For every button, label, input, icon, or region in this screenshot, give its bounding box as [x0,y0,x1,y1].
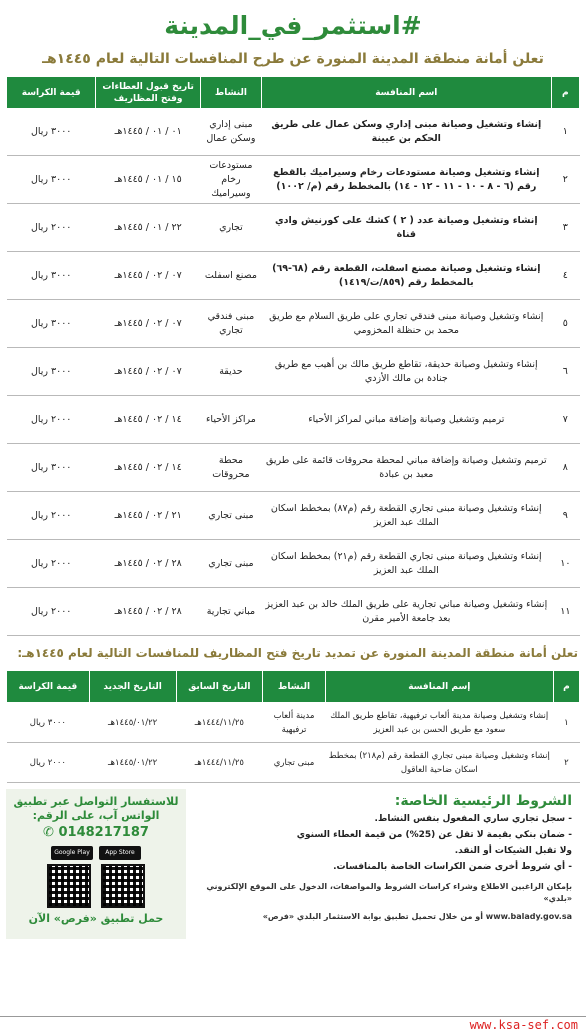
row-number: ٦ [551,348,579,396]
col-header-price: قيمة الكراسة [7,671,90,703]
col-header-no: م [553,671,579,703]
tender-price: ٢٠٠٠ ريال [7,588,96,636]
google-play-badge[interactable]: Google Play [51,846,93,860]
tender-price: ٣٠٠٠ ريال [7,252,96,300]
tender-name: ترميم وتشغيل وصيانة وإضافة مباني لمحطة محروقات قائمة على طريق معبد بن عبادة [261,444,551,492]
row-number: ١ [551,109,579,156]
table-row [7,156,580,204]
tender-price: ٣٠٠٠ ريال [7,444,96,492]
table-row [7,396,580,444]
tender-name: إنشاء وتشغيل وصيانة حديقة، تقاطع طريق مالك بن أهيب مع طريق جنادة بن مالك الأزدي [261,348,551,396]
row-number: ١ [553,703,579,743]
tender-date: ٢٨ / ٠٢ / ١٤٤٥هـ [96,588,201,636]
hashtag-title: #استثمر_في_المدينة [164,11,422,40]
tenders-header-row [7,77,580,109]
row-number: ٥ [551,300,579,348]
col-header-name: إسم المنافسة [325,671,553,703]
tender-name: إنشاء وتشغيل وصيانة مبنى فندقي تجاري على طريق السلام مع طريق محمد بن حنظلة المخزومي [261,300,551,348]
app-download-label: حمل تطبيق «فرص» الآن [28,912,164,925]
table-row [7,703,580,743]
announcement-page [6,8,580,939]
whatsapp-phone[interactable] [12,825,180,840]
extension-heading: تعلن أمانة منطقة المدينة المنورة عن تمديد تاريخ فتح المظاريف للمنافسات التالية لعام ١٤٤٥هـ: [17,646,578,660]
tender-activity: مبنى إداري وسكن عمال [200,109,261,156]
col-header-name: اسم المنافسة [261,77,551,109]
tender-activity: مراكز الأحياء [200,396,261,444]
condition-item: ولا تقبل الشيكات أو النقد. [454,846,572,856]
tender-price: ٢٠٠٠ ريال [7,540,96,588]
tender-date: ٢٢ / ٠١ / ١٤٤٥هـ [96,204,201,252]
footer-divider [0,1016,586,1017]
qr-codes [12,864,180,908]
bottom-section [6,789,580,939]
tender-activity: حديقة [200,348,261,396]
old-date: ١٤٤٤/١١/٢٥هـ [176,743,263,783]
extension-body [7,703,580,783]
conditions-note-1: بإمكان الراغبين الاطلاع وشراء كراسات الشروط والمواصفات، الدخول على الموقع الإلكتروني «بلدي» [206,882,572,903]
row-number: ٩ [551,492,579,540]
row-number: ٤ [551,252,579,300]
tender-activity: مباني تجارية [200,588,261,636]
tender-name: إنشاء وتشغيل وصيانة مبنى تجاري القطعة رقم (م٨٧) بمخطط اسكان الملك عبد العزيز [261,492,551,540]
col-header-price: قيمة الكراسة [7,77,96,109]
qr-code-icon [47,864,91,908]
col-header-old-date: التاريخ السابق [176,671,263,703]
phone-number: 0148217187 [58,825,149,840]
col-header-new-date: التاريخ الجديد [89,671,176,703]
conditions-note-2[interactable]: www.balady.gov.sa أو من خلال تحميل تطبيق بوابة الاستثمار البلدي «فرص» [262,912,572,921]
condition-item: - أي شروط أخرى ضمن الكراسات الخاصة بالمنافسات. [333,862,572,872]
qr-code-icon [101,864,145,908]
tender-name: إنشاء وتشغيل وصيانة مصنع اسفلت، القطعة رقم (٦٨-٦٩) بالمخطط رقم (٨٥٩/ت/١٤١٩) [261,252,551,300]
tender-date: ١٤ / ٠٢ / ١٤٤٥هـ [96,444,201,492]
tender-activity: مصنع اسفلت [200,252,261,300]
tender-date: ٠٧ / ٠٢ / ١٤٤٥هـ [96,252,201,300]
table-row [7,204,580,252]
row-number: ٣ [551,204,579,252]
tender-name: إنشاء وتشغيل وصيانة مبنى إداري وسكن عمال على طريق الحكم بن عيينة [261,109,551,156]
tender-price: ٢٠٠٠ ريال [7,396,96,444]
row-number: ٢ [553,743,579,783]
row-number: ١١ [551,588,579,636]
table-row [7,348,580,396]
tender-name: إنشاء وتشغيل وصيانة عدد ( ٢ ) كشك على كورنيش وادي قناة [261,204,551,252]
tender-activity: تجاري [200,204,261,252]
table-row [7,743,580,783]
tender-activity: مستودعات رخام وسيراميك [200,156,261,204]
table-row [7,492,580,540]
tender-activity: مبنى تجاري [263,743,326,783]
new-date: ١٤٤٥/٠١/٢٢هـ [89,703,176,743]
tender-date: ١٥ / ٠١ / ١٤٤٥هـ [96,156,201,204]
col-header-activity: النشاط [200,77,261,109]
contact-box [6,789,186,939]
row-number: ٨ [551,444,579,492]
tender-date: ٢١ / ٠٢ / ١٤٤٥هـ [96,492,201,540]
tender-date: ٠١ / ٠١ / ١٤٤٥هـ [96,109,201,156]
table-row [7,300,580,348]
table-row [7,588,580,636]
tender-name: ترميم وتشغيل وصيانة وإضافة مباني لمراكز الأحياء [261,396,551,444]
tender-date: ٠٧ / ٠٢ / ١٤٤٥هـ [96,300,201,348]
row-number: ٢ [551,156,579,204]
tender-name: إنشاء وتشغيل وصيانة مدينة ألعاب ترفيهية، تقاطع طريق الملك سعود مع طريق الحسن بن عبد العزيز [325,703,553,743]
tender-price: ٣٠٠٠ ريال [7,109,96,156]
old-date: ١٤٤٤/١١/٢٥هـ [176,703,263,743]
tender-date: ٠٧ / ٠٢ / ١٤٤٥هـ [96,348,201,396]
new-date: ١٤٤٥/٠١/٢٢هـ [89,743,176,783]
store-badges [12,846,180,860]
tender-price: ٢٠٠٠ ريال [7,743,90,783]
tender-name: إنشاء وتشغيل وصيانة مبنى تجاري القطعة رقم (م٢١٨) بمخطط اسكان ضاحية العاقول [325,743,553,783]
table-row [7,109,580,156]
row-number: ٧ [551,396,579,444]
tenders-body [7,109,580,636]
table-row [7,252,580,300]
conditions-title: الشروط الرئيسية الخاصة: [394,793,572,809]
app-store-badge[interactable]: App Store [99,846,141,860]
tender-date: ٢٨ / ٠٢ / ١٤٤٥هـ [96,540,201,588]
condition-item: - ضمان بنكي بقيمة لا تقل عن (25%) من قيمة العطاء السنوي [296,830,572,840]
tender-price: ٢٠٠٠ ريال [7,204,96,252]
tender-activity: مدينة ألعاب ترفيهية [263,703,326,743]
tender-price: ٢٠٠٠ ريال [7,492,96,540]
tender-name: إنشاء وتشغيل وصيانة مستودعات رخام وسيراميك بالقطع رقم (٦ - ٨ - ١٠ - ١١ - ١٢ - ١٤) بالمخطط رقم (م/ ١٠٠٢) [261,156,551,204]
tender-price: ٣٠٠٠ ريال [7,348,96,396]
source-site-link[interactable]: www.ksa-sef.com [469,1018,578,1032]
contact-title-1: للاستفسار التواصل عبر تطبيق [13,795,179,808]
table-row [7,540,580,588]
col-header-activity: النشاط [263,671,326,703]
tender-price: ٣٠٠٠ ريال [7,156,96,204]
col-header-date: تاريخ قبول العطاءات وفتح المظاريف [96,77,201,109]
tender-activity: مبنى تجاري [200,540,261,588]
row-number: ١٠ [551,540,579,588]
conditions-box [186,789,580,939]
tender-activity: مبنى فندقي تجاري [200,300,261,348]
tender-activity: محطة محروقات [200,444,261,492]
tender-name: إنشاء وتشغيل وصيانة مباني تجارية على طريق الملك خالد بن عبد العزيز بعد جامعة الأمير مقرن [261,588,551,636]
table-row [7,444,580,492]
tender-activity: مبنى تجاري [200,492,261,540]
col-header-no: م [551,77,579,109]
tender-price: ٣٠٠٠ ريال [7,300,96,348]
tenders-table [6,76,580,636]
condition-item: - سجل تجاري ساري المفعول بنفس النشاط. [374,814,572,824]
tender-date: ١٤ / ٠٢ / ١٤٤٥هـ [96,396,201,444]
main-heading: تعلن أمانة منطقة المدينة المنورة عن طرح المنافسات التالية لعام ١٤٤٥هـ [42,51,544,67]
extension-header-row [7,671,580,703]
whatsapp-icon: ✆ [43,825,54,840]
extension-table [6,670,580,783]
contact-title-2: الواتس آب، على الرقم: [32,809,160,822]
tender-price: ٣٠٠٠ ريال [7,703,90,743]
tender-name: إنشاء وتشغيل وصيانة مبنى تجاري القطعة رقم (م٢١) بمخطط اسكان الملك عبد العزيز [261,540,551,588]
